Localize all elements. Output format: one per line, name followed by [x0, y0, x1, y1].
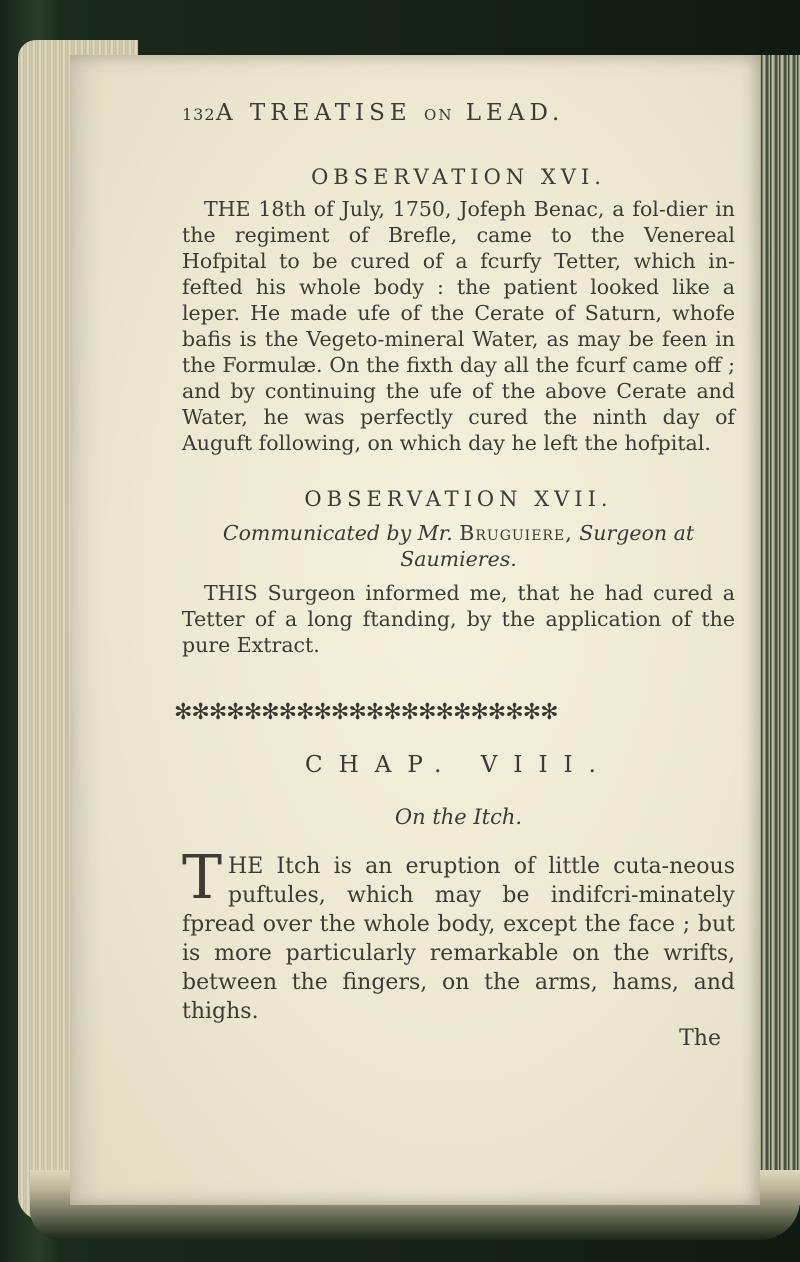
page-text-block: [174, 100, 735, 1052]
observation-17-text: THIS Surgeon informed me, that he had cured a Tetter of a long ftanding, by the application of the pure Extract.: [182, 581, 735, 657]
catchword: The: [679, 1026, 721, 1051]
chapter-text: [182, 843, 735, 1026]
observation-16-text: THE 18th of July, 1750, Jofeph Benac, a fol-dier in the regiment of Brefle, came to the Venereal Hofpital to be cured of a fcurfy Tetter, which in-fefted his whole body : the patient looked like a leper. He made ufe of the Cerate of Saturn, whofe bafis is the Vegeto-mineral Water, as may be feen in the Formulæ. On the fixth day all the fcurf came off ; and by continuing the ufe of the above Cerate and Water, he was perfectly cured the ninth day of Auguft following, on which day he left the hofpital.: [182, 197, 735, 455]
credit-prefix: Communicated by Mr.: [222, 521, 453, 545]
chapter-subtitle: On the Itch.: [394, 805, 523, 829]
running-title-a: A TREATISE: [216, 100, 412, 126]
drop-cap: T: [182, 843, 223, 913]
running-title: [216, 100, 564, 128]
credit-place: Saumieres.: [400, 547, 517, 571]
credit-name: Bruguiere,: [459, 521, 573, 545]
ornament-rule: ✻✻✻✻✻✻✻✻✻✻✻✻✻✻✻✻✻✻✻✻✻✻: [174, 700, 558, 725]
running-head: [182, 100, 735, 140]
running-title-b: LEAD.: [465, 100, 565, 126]
chapter-heading: CHAP. VIII.: [305, 752, 612, 778]
observation-17-heading: OBSERVATION XVII.: [304, 487, 613, 511]
observation-17-credit: [182, 520, 735, 572]
observation-16-heading: OBSERVATION XVI.: [311, 165, 606, 189]
page-number: 132: [182, 105, 216, 124]
credit-suffix: Surgeon at: [579, 521, 695, 545]
chapter-text-body: HE Itch is an eruption of little cuta-neous puftules, which may be indifcri-minately fpread over the whole body, except the face ; but is more particularly remarkable on the wrifts, between the fingers, on the arms, hams, and thighs.: [182, 854, 735, 1024]
running-title-on: ON: [424, 106, 454, 124]
